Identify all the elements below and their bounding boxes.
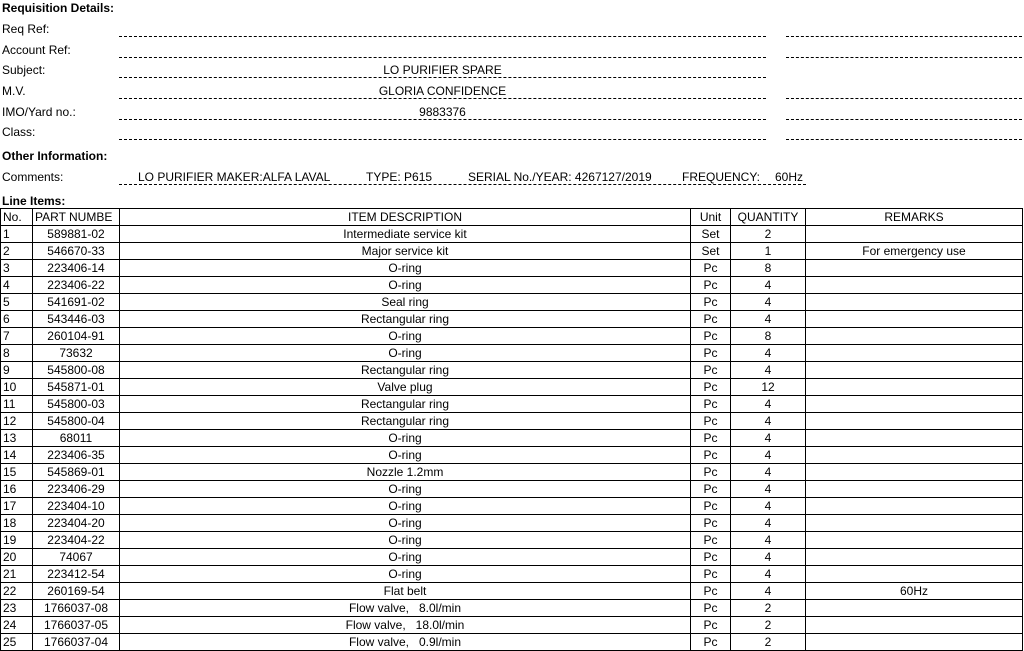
cell-item-description: Rectangular ring xyxy=(120,362,691,379)
cell-part-number: 589881-02 xyxy=(33,226,120,243)
cell-item-description: Intermediate service kit xyxy=(120,226,691,243)
cell-item-description: O-ring xyxy=(120,277,691,294)
table-row xyxy=(1,260,1023,277)
table-row xyxy=(1,362,1023,379)
cell-remarks xyxy=(806,481,1023,498)
table-row xyxy=(1,515,1023,532)
cell-unit: Pc xyxy=(691,481,731,498)
cell-part-number: 223406-14 xyxy=(33,260,120,277)
cell-unit: Pc xyxy=(691,396,731,413)
cell-quantity: 4 xyxy=(731,396,806,413)
cell-no: 23 xyxy=(1,600,33,617)
cell-remarks xyxy=(806,634,1023,651)
cell-no: 19 xyxy=(1,532,33,549)
requisition-heading: Requisition Details: xyxy=(2,1,115,15)
cell-unit: Pc xyxy=(691,515,731,532)
cell-item-description: O-ring xyxy=(120,498,691,515)
cell-quantity: 4 xyxy=(731,430,806,447)
col-header-no: No. xyxy=(1,209,33,226)
cell-part-number: 1766037-08 xyxy=(33,600,120,617)
table-row xyxy=(1,396,1023,413)
field-label: IMO/Yard no.: xyxy=(2,105,76,119)
cell-quantity: 2 xyxy=(731,617,806,634)
cell-item-description: Flow valve, 0.9l/min xyxy=(120,634,691,651)
cell-part-number: 541691-02 xyxy=(33,294,120,311)
table-row xyxy=(1,549,1023,566)
comment-serial: SERIAL No./YEAR: 4267127/2019 xyxy=(468,170,652,184)
cell-item-description: O-ring xyxy=(120,549,691,566)
cell-quantity: 4 xyxy=(731,549,806,566)
cell-quantity: 4 xyxy=(731,532,806,549)
cell-part-number: 223406-35 xyxy=(33,447,120,464)
cell-remarks xyxy=(806,447,1023,464)
cell-no: 5 xyxy=(1,294,33,311)
cell-item-description: Valve plug xyxy=(120,379,691,396)
table-row xyxy=(1,583,1023,600)
field-underline xyxy=(119,139,766,140)
cell-no: 16 xyxy=(1,481,33,498)
col-header-unit: Unit xyxy=(691,209,731,226)
cell-part-number: 223406-29 xyxy=(33,481,120,498)
field-underline-secondary xyxy=(786,36,1022,37)
cell-quantity: 4 xyxy=(731,294,806,311)
cell-item-description: O-ring xyxy=(120,481,691,498)
cell-part-number: 545869-01 xyxy=(33,464,120,481)
cell-quantity: 12 xyxy=(731,379,806,396)
field-value: LO PURIFIER SPARE xyxy=(383,63,502,77)
cell-item-description: Rectangular ring xyxy=(120,396,691,413)
cell-item-description: Nozzle 1.2mm xyxy=(120,464,691,481)
cell-no: 21 xyxy=(1,566,33,583)
cell-remarks xyxy=(806,277,1023,294)
cell-unit: Pc xyxy=(691,294,731,311)
cell-quantity: 4 xyxy=(731,447,806,464)
cell-quantity: 4 xyxy=(731,464,806,481)
cell-no: 7 xyxy=(1,328,33,345)
cell-no: 18 xyxy=(1,515,33,532)
table-row xyxy=(1,481,1023,498)
cell-unit: Pc xyxy=(691,464,731,481)
cell-quantity: 4 xyxy=(731,311,806,328)
line-items-heading: Line Items: xyxy=(2,194,66,208)
cell-item-description: O-ring xyxy=(120,328,691,345)
cell-unit: Set xyxy=(691,226,731,243)
cell-unit: Pc xyxy=(691,413,731,430)
cell-part-number: 223412-54 xyxy=(33,566,120,583)
cell-part-number: 73632 xyxy=(33,345,120,362)
table-row xyxy=(1,617,1023,634)
field-value: GLORIA CONFIDENCE xyxy=(378,84,507,98)
cell-unit: Pc xyxy=(691,617,731,634)
table-row xyxy=(1,226,1023,243)
table-row xyxy=(1,243,1023,260)
cell-item-description: O-ring xyxy=(120,430,691,447)
field-label: Class: xyxy=(2,125,36,139)
cell-remarks xyxy=(806,549,1023,566)
cell-quantity: 1 xyxy=(731,243,806,260)
cell-part-number: 1766037-05 xyxy=(33,617,120,634)
cell-remarks xyxy=(806,413,1023,430)
cell-item-description: Rectangular ring xyxy=(120,413,691,430)
cell-remarks xyxy=(806,464,1023,481)
cell-remarks xyxy=(806,311,1023,328)
cell-part-number: 546670-33 xyxy=(33,243,120,260)
cell-unit: Pc xyxy=(691,634,731,651)
cell-quantity: 4 xyxy=(731,515,806,532)
cell-no: 11 xyxy=(1,396,33,413)
cell-no: 3 xyxy=(1,260,33,277)
cell-quantity: 2 xyxy=(731,226,806,243)
cell-unit: Pc xyxy=(691,260,731,277)
cell-unit: Pc xyxy=(691,447,731,464)
table-row xyxy=(1,345,1023,362)
cell-no: 1 xyxy=(1,226,33,243)
cell-unit: Pc xyxy=(691,549,731,566)
cell-unit: Pc xyxy=(691,277,731,294)
cell-remarks xyxy=(806,532,1023,549)
cell-item-description: Rectangular ring xyxy=(120,311,691,328)
cell-part-number: 68011 xyxy=(33,430,120,447)
cell-no: 10 xyxy=(1,379,33,396)
cell-no: 17 xyxy=(1,498,33,515)
cell-quantity: 2 xyxy=(731,600,806,617)
cell-quantity: 8 xyxy=(731,328,806,345)
cell-quantity: 4 xyxy=(731,277,806,294)
cell-remarks xyxy=(806,617,1023,634)
cell-part-number: 74067 xyxy=(33,549,120,566)
comments-underline xyxy=(119,184,806,185)
cell-no: 25 xyxy=(1,634,33,651)
cell-remarks xyxy=(806,396,1023,413)
field-underline xyxy=(119,119,766,120)
table-row xyxy=(1,277,1023,294)
cell-item-description: O-ring xyxy=(120,260,691,277)
col-header-remarks: REMARKS xyxy=(806,209,1023,226)
cell-remarks: 60Hz xyxy=(806,583,1023,600)
other-info-heading: Other Information: xyxy=(2,149,108,163)
cell-no: 15 xyxy=(1,464,33,481)
comment-frequency-label: FREQUENCY: xyxy=(682,170,761,184)
field-underline-secondary xyxy=(786,139,1022,140)
cell-part-number: 545800-03 xyxy=(33,396,120,413)
cell-part-number: 223404-22 xyxy=(33,532,120,549)
table-row xyxy=(1,430,1023,447)
table-row xyxy=(1,464,1023,481)
table-row xyxy=(1,311,1023,328)
field-underline-secondary xyxy=(786,98,1022,99)
cell-part-number: 223404-10 xyxy=(33,498,120,515)
cell-no: 24 xyxy=(1,617,33,634)
cell-no: 2 xyxy=(1,243,33,260)
cell-quantity: 4 xyxy=(731,413,806,430)
cell-item-description: Seal ring xyxy=(120,294,691,311)
col-header-quantity: QUANTITY xyxy=(731,209,806,226)
cell-unit: Pc xyxy=(691,532,731,549)
cell-remarks xyxy=(806,498,1023,515)
cell-unit: Pc xyxy=(691,498,731,515)
field-underline xyxy=(119,77,766,78)
cell-quantity: 4 xyxy=(731,345,806,362)
field-underline-secondary xyxy=(786,57,1022,58)
cell-remarks xyxy=(806,294,1023,311)
cell-item-description: Major service kit xyxy=(120,243,691,260)
field-underline-secondary xyxy=(786,119,1022,120)
cell-unit: Pc xyxy=(691,566,731,583)
cell-remarks xyxy=(806,260,1023,277)
table-row xyxy=(1,498,1023,515)
cell-unit: Pc xyxy=(691,311,731,328)
comment-type: TYPE: P615 xyxy=(366,170,433,184)
cell-part-number: 545871-01 xyxy=(33,379,120,396)
cell-remarks xyxy=(806,226,1023,243)
cell-quantity: 8 xyxy=(731,260,806,277)
cell-no: 4 xyxy=(1,277,33,294)
cell-no: 6 xyxy=(1,311,33,328)
cell-no: 9 xyxy=(1,362,33,379)
cell-remarks xyxy=(806,515,1023,532)
field-label: M.V. xyxy=(2,84,26,98)
cell-unit: Pc xyxy=(691,362,731,379)
cell-remarks xyxy=(806,345,1023,362)
cell-no: 12 xyxy=(1,413,33,430)
col-header-part-number: PART NUMBE xyxy=(33,209,120,226)
field-underline xyxy=(119,36,766,37)
cell-part-number: 543446-03 xyxy=(33,311,120,328)
cell-part-number: 223404-20 xyxy=(33,515,120,532)
cell-part-number: 545800-08 xyxy=(33,362,120,379)
cell-item-description: Flow valve, 18.0l/min xyxy=(120,617,691,634)
field-value: 9883376 xyxy=(419,105,466,119)
cell-unit: Pc xyxy=(691,600,731,617)
table-row xyxy=(1,328,1023,345)
cell-item-description: O-ring xyxy=(120,447,691,464)
cell-item-description: Flat belt xyxy=(120,583,691,600)
cell-unit: Pc xyxy=(691,430,731,447)
cell-item-description: O-ring xyxy=(120,345,691,362)
cell-part-number: 260169-54 xyxy=(33,583,120,600)
line-items-body xyxy=(1,226,1023,651)
field-label: Req Ref: xyxy=(2,22,50,36)
cell-remarks xyxy=(806,379,1023,396)
cell-no: 22 xyxy=(1,583,33,600)
cell-quantity: 4 xyxy=(731,498,806,515)
cell-no: 20 xyxy=(1,549,33,566)
col-header-item-description: ITEM DESCRIPTION xyxy=(120,209,691,226)
table-row xyxy=(1,294,1023,311)
table-row xyxy=(1,532,1023,549)
cell-unit: Pc xyxy=(691,328,731,345)
cell-item-description: O-ring xyxy=(120,515,691,532)
table-row xyxy=(1,379,1023,396)
comment-maker: LO PURIFIER MAKER:ALFA LAVAL xyxy=(138,170,331,184)
field-underline xyxy=(119,57,766,58)
cell-item-description: O-ring xyxy=(120,566,691,583)
table-header-row xyxy=(1,209,1023,226)
cell-part-number: 545800-04 xyxy=(33,413,120,430)
cell-no: 14 xyxy=(1,447,33,464)
cell-part-number: 223406-22 xyxy=(33,277,120,294)
cell-no: 8 xyxy=(1,345,33,362)
cell-no: 13 xyxy=(1,430,33,447)
cell-remarks xyxy=(806,430,1023,447)
cell-part-number: 1766037-04 xyxy=(33,634,120,651)
cell-quantity: 4 xyxy=(731,583,806,600)
cell-quantity: 4 xyxy=(731,566,806,583)
cell-remarks xyxy=(806,328,1023,345)
cell-quantity: 4 xyxy=(731,362,806,379)
cell-remarks xyxy=(806,362,1023,379)
cell-unit: Pc xyxy=(691,583,731,600)
table-row xyxy=(1,447,1023,464)
cell-item-description: Flow valve, 8.0l/min xyxy=(120,600,691,617)
table-row xyxy=(1,634,1023,651)
cell-remarks xyxy=(806,566,1023,583)
cell-item-description: O-ring xyxy=(120,532,691,549)
field-underline xyxy=(119,98,766,99)
table-row xyxy=(1,413,1023,430)
cell-part-number: 260104-91 xyxy=(33,328,120,345)
table-row xyxy=(1,566,1023,583)
cell-unit: Pc xyxy=(691,379,731,396)
cell-remarks xyxy=(806,600,1023,617)
comment-frequency-value: 60Hz xyxy=(775,170,804,184)
field-label: Subject: xyxy=(2,63,46,77)
cell-quantity: 4 xyxy=(731,481,806,498)
cell-unit: Set xyxy=(691,243,731,260)
line-items-table xyxy=(0,208,1023,651)
cell-unit: Pc xyxy=(691,345,731,362)
table-row xyxy=(1,600,1023,617)
field-label: Account Ref: xyxy=(2,43,71,57)
cell-remarks: For emergency use xyxy=(806,243,1023,260)
comments-label: Comments: xyxy=(2,170,64,184)
cell-quantity: 2 xyxy=(731,634,806,651)
